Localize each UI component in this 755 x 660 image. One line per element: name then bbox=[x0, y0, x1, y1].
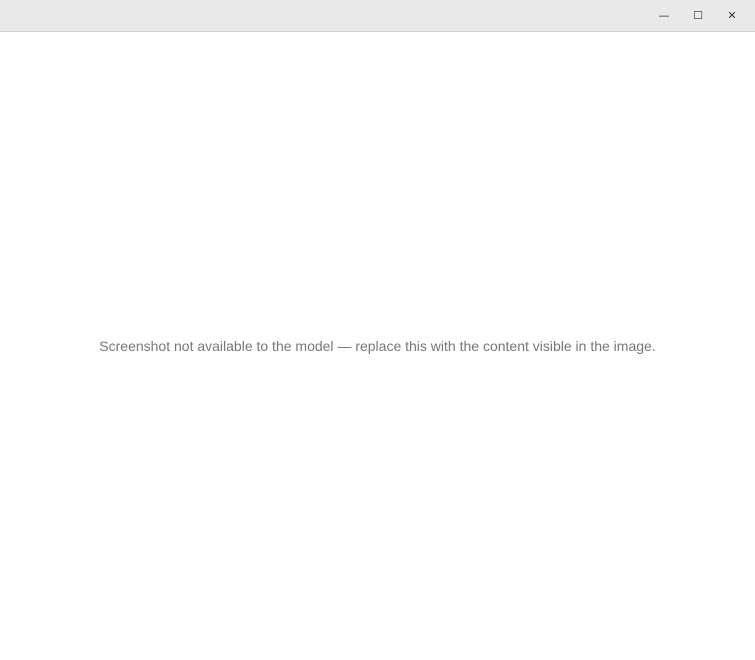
close-button[interactable]: ✕ bbox=[715, 4, 749, 28]
minimize-button[interactable]: — bbox=[647, 4, 681, 28]
maximize-button[interactable]: ☐ bbox=[681, 4, 715, 28]
title-bar[interactable] bbox=[0, 0, 755, 32]
window-controls bbox=[647, 4, 749, 28]
main-content bbox=[0, 32, 755, 660]
placeholder-message: Screenshot not available to the model — replace this with the content visible in the image. bbox=[99, 337, 656, 354]
